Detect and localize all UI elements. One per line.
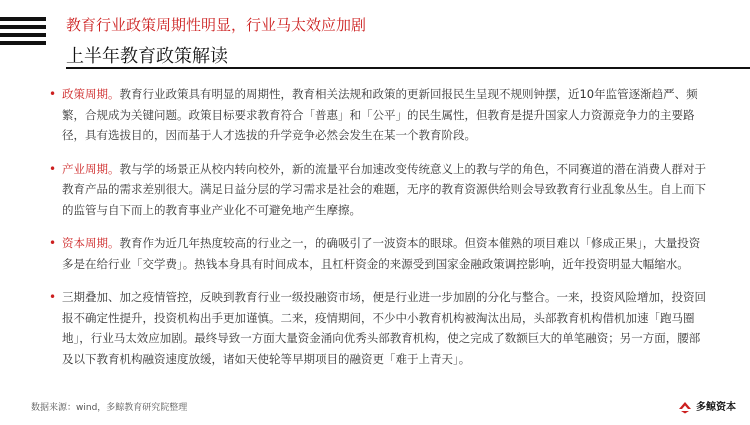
paragraph-lead: 资本周期。	[62, 236, 120, 250]
whale-logo-icon	[678, 399, 692, 413]
logo-name: 多鲸资本	[696, 402, 736, 413]
brand-logo	[678, 398, 736, 413]
bullet-icon: •	[49, 161, 57, 176]
source-note: 数据来源：wind，多鲸教育研究院整理	[31, 403, 188, 413]
paragraph-summary	[49, 287, 710, 369]
paragraph-text: 三期叠加、加之疫情管控，反映到教育行业一级投融资市场，便是行业进一步加剧的分化与整合。一来，投资风险增加，投资回报不确定性提升，投资机构出手更加谨慎。二来，疫情期间，不少中小教育机构被淘汰出局，头部教育机构借机加速「跑马圈地」，行业马太效应加剧。最终导致一方面大量资金涌向优秀头部教育机构，使之完成了数额巨大的单笔融资；另一方面，腰部及以下教育机构融资速度放缓，诸如天使轮等早期项目的融资更「难于上青天」。	[62, 290, 706, 366]
content-body	[49, 84, 710, 382]
paragraph-policy-cycle	[49, 84, 710, 146]
paragraph-lead: 政策周期。	[62, 87, 120, 101]
title-divider	[66, 67, 750, 69]
paragraph-text: 教育行业政策具有明显的周期性，教育相关法规和政策的更新回报民生呈现不规则钟摆，近10年监管逐渐趋严、频繁，合规成为关键问题。政策目标要求教育符合「普惠」和「公平」的民生属性，但教育是提升国家人力资源竞争力的主要路径，具有选拔目的，因而基于人才选拔的升学竞争必然会发生在某一个教育阶段。	[62, 87, 698, 142]
paragraph-text: 教与学的场景正从校内转向校外，新的流量平台加速改变传统意义上的教与学的角色，不同赛道的潜在消费人群对于教育产品的需求差别很大。满足日益分层的学习需求是社会的难题，无序的教育资源供给则会导致教育行业乱象丛生。自上而下的监管与自下而上的教育事业产业化不可避免地产生摩擦。	[62, 161, 706, 217]
paragraph-industry-cycle	[49, 159, 710, 221]
page-subtitle: 教育行业政策周期性明显，行业马太效应加剧	[66, 16, 367, 34]
bullet-icon: •	[49, 236, 57, 250]
bullet-icon: •	[49, 87, 57, 101]
page-title: 上半年教育政策解读	[66, 46, 228, 67]
paragraph-text: 教育作为近几年热度较高的行业之一，的确吸引了一波资本的眼球。但资本催熟的项目难以「修成正果」，大量投资多是在给行业「交学费」。热钱本身具有时间成本，且杠杆资金的来源受到国家金融政策调控影响，近年投资明显大幅缩水。	[62, 236, 701, 271]
paragraph-capital-cycle	[49, 233, 710, 274]
paragraph-lead: 产业周期。	[62, 161, 120, 176]
header-stripes-icon	[0, 17, 46, 49]
bullet-icon: •	[49, 290, 57, 304]
